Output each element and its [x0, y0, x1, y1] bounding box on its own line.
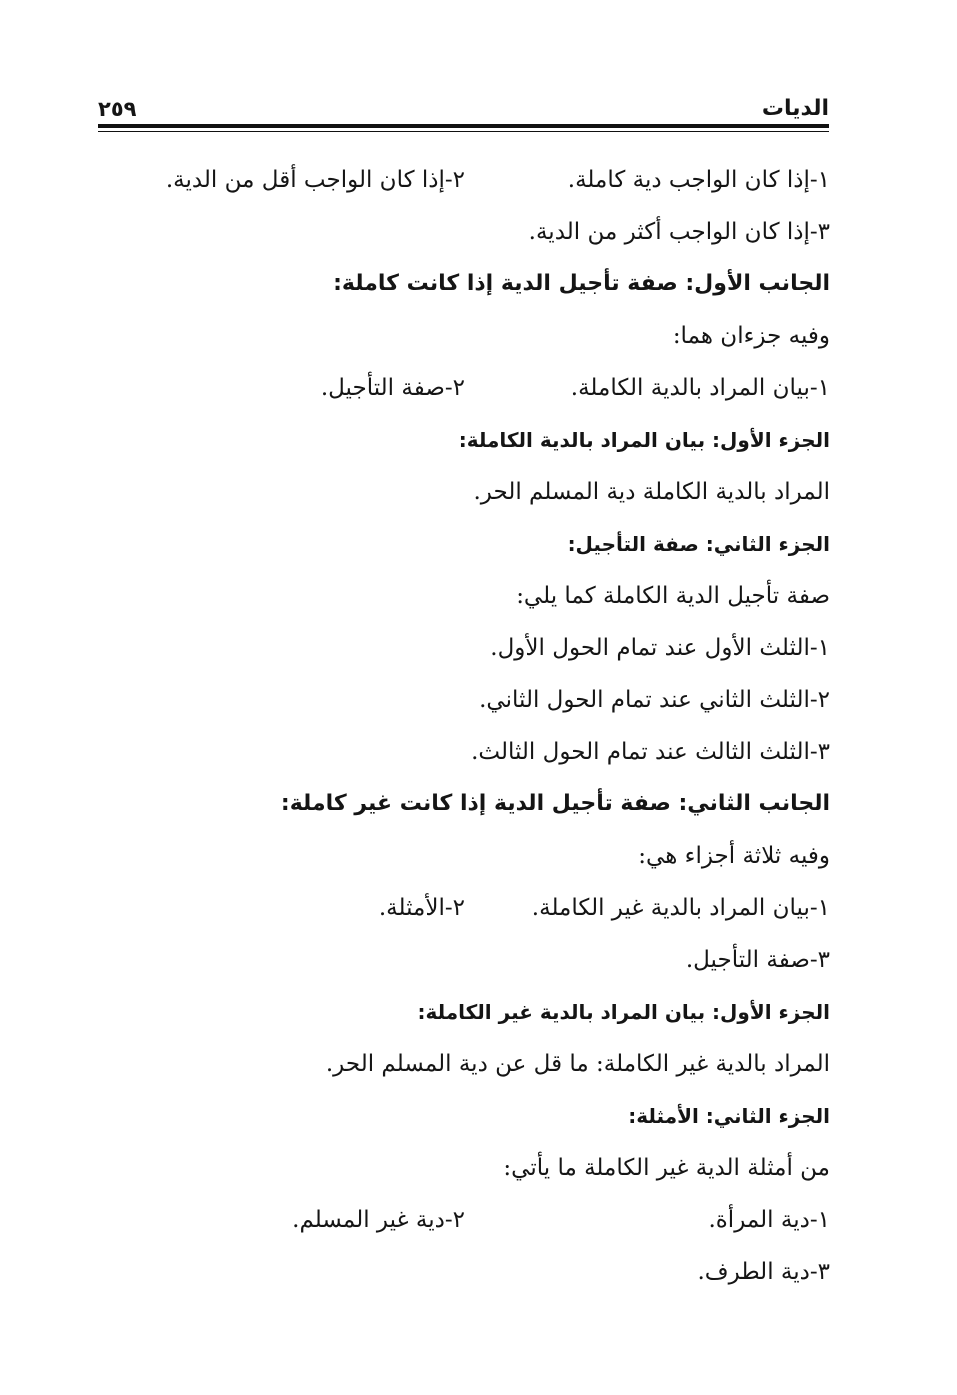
section-heading	[110, 258, 830, 310]
list-line	[110, 1246, 830, 1298]
subsection-heading-text: الجزء الثاني: صفة التأجيل:	[567, 532, 830, 556]
list-line	[110, 934, 830, 986]
list-item: ١-بيان المراد بالدية الكاملة.	[570, 375, 830, 401]
paragraph-line	[110, 830, 830, 882]
paragraph-line	[110, 570, 830, 622]
list-line	[110, 362, 830, 414]
paragraph-line	[110, 310, 830, 362]
subsection-heading-text: الجزء الأول: بيان المراد بالدية الكاملة:	[458, 428, 830, 452]
list-line	[110, 622, 830, 674]
list-line	[110, 726, 830, 778]
list-line	[110, 674, 830, 726]
list-item: ٣-دية الطرف.	[697, 1259, 830, 1285]
subsection-heading	[110, 986, 830, 1038]
list-item: ٢-الأمثلة.	[378, 895, 465, 921]
list-item: ٣-إذا كان الواجب أكثر من الدية.	[528, 219, 830, 245]
list-line	[110, 154, 830, 206]
list-item: ١-دية المرأة.	[708, 1207, 830, 1233]
running-head	[98, 92, 829, 126]
subsection-heading	[110, 518, 830, 570]
list-line	[110, 1194, 830, 1246]
list-item: ٢-دية غير المسلم.	[292, 1207, 465, 1233]
subsection-heading	[110, 414, 830, 466]
page-number: ٢٥٩	[98, 97, 137, 121]
list-item: ٢-إذا كان الواجب أقل من الدية.	[165, 167, 465, 193]
list-item: ٣-الثلث الثالث عند تمام الحول الثالث.	[471, 739, 830, 765]
list-item: ٢-الثلث الثاني عند تمام الحول الثاني.	[479, 687, 830, 713]
list-line	[110, 206, 830, 258]
paragraph-text: وفيه جزءان هما:	[672, 323, 830, 349]
paragraph-line	[110, 466, 830, 518]
header-rule-thick	[98, 124, 829, 128]
section-heading	[110, 778, 830, 830]
body-text	[110, 154, 830, 1298]
subsection-heading-text: الجزء الثاني: الأمثلة:	[628, 1104, 830, 1128]
list-item: ١-بيان المراد بالدية غير الكاملة.	[531, 895, 830, 921]
paragraph-text: المراد بالدية الكاملة دية المسلم الحر.	[473, 479, 830, 505]
list-item: ١-إذا كان الواجب دية كاملة.	[567, 167, 830, 193]
header-rule-thin	[98, 131, 829, 132]
list-line	[110, 882, 830, 934]
paragraph-line	[110, 1038, 830, 1090]
paragraph-line	[110, 1142, 830, 1194]
paragraph-text: وفيه ثلاثة أجزاء هي:	[638, 843, 830, 869]
section-heading-text: الجانب الثاني: صفة تأجيل الدية إذا كانت غير كاملة:	[280, 791, 830, 816]
chapter-title: الديات	[761, 96, 829, 121]
subsection-heading-text: الجزء الأول: بيان المراد بالدية غير الكاملة:	[417, 1000, 830, 1024]
subsection-heading	[110, 1090, 830, 1142]
paragraph-text: من أمثلة الدية غير الكاملة ما يأتي:	[503, 1155, 830, 1181]
paragraph-text: المراد بالدية غير الكاملة: ما قل عن دية المسلم الحر.	[325, 1051, 830, 1077]
paragraph-text: صفة تأجيل الدية الكاملة كما يلي:	[516, 583, 830, 609]
list-item: ٣-صفة التأجيل.	[685, 947, 830, 973]
list-item: ٢-صفة التأجيل.	[320, 375, 465, 401]
section-heading-text: الجانب الأول: صفة تأجيل الدية إذا كانت كاملة:	[333, 271, 830, 296]
list-item: ١-الثلث الأول عند تمام الحول الأول.	[490, 635, 830, 661]
